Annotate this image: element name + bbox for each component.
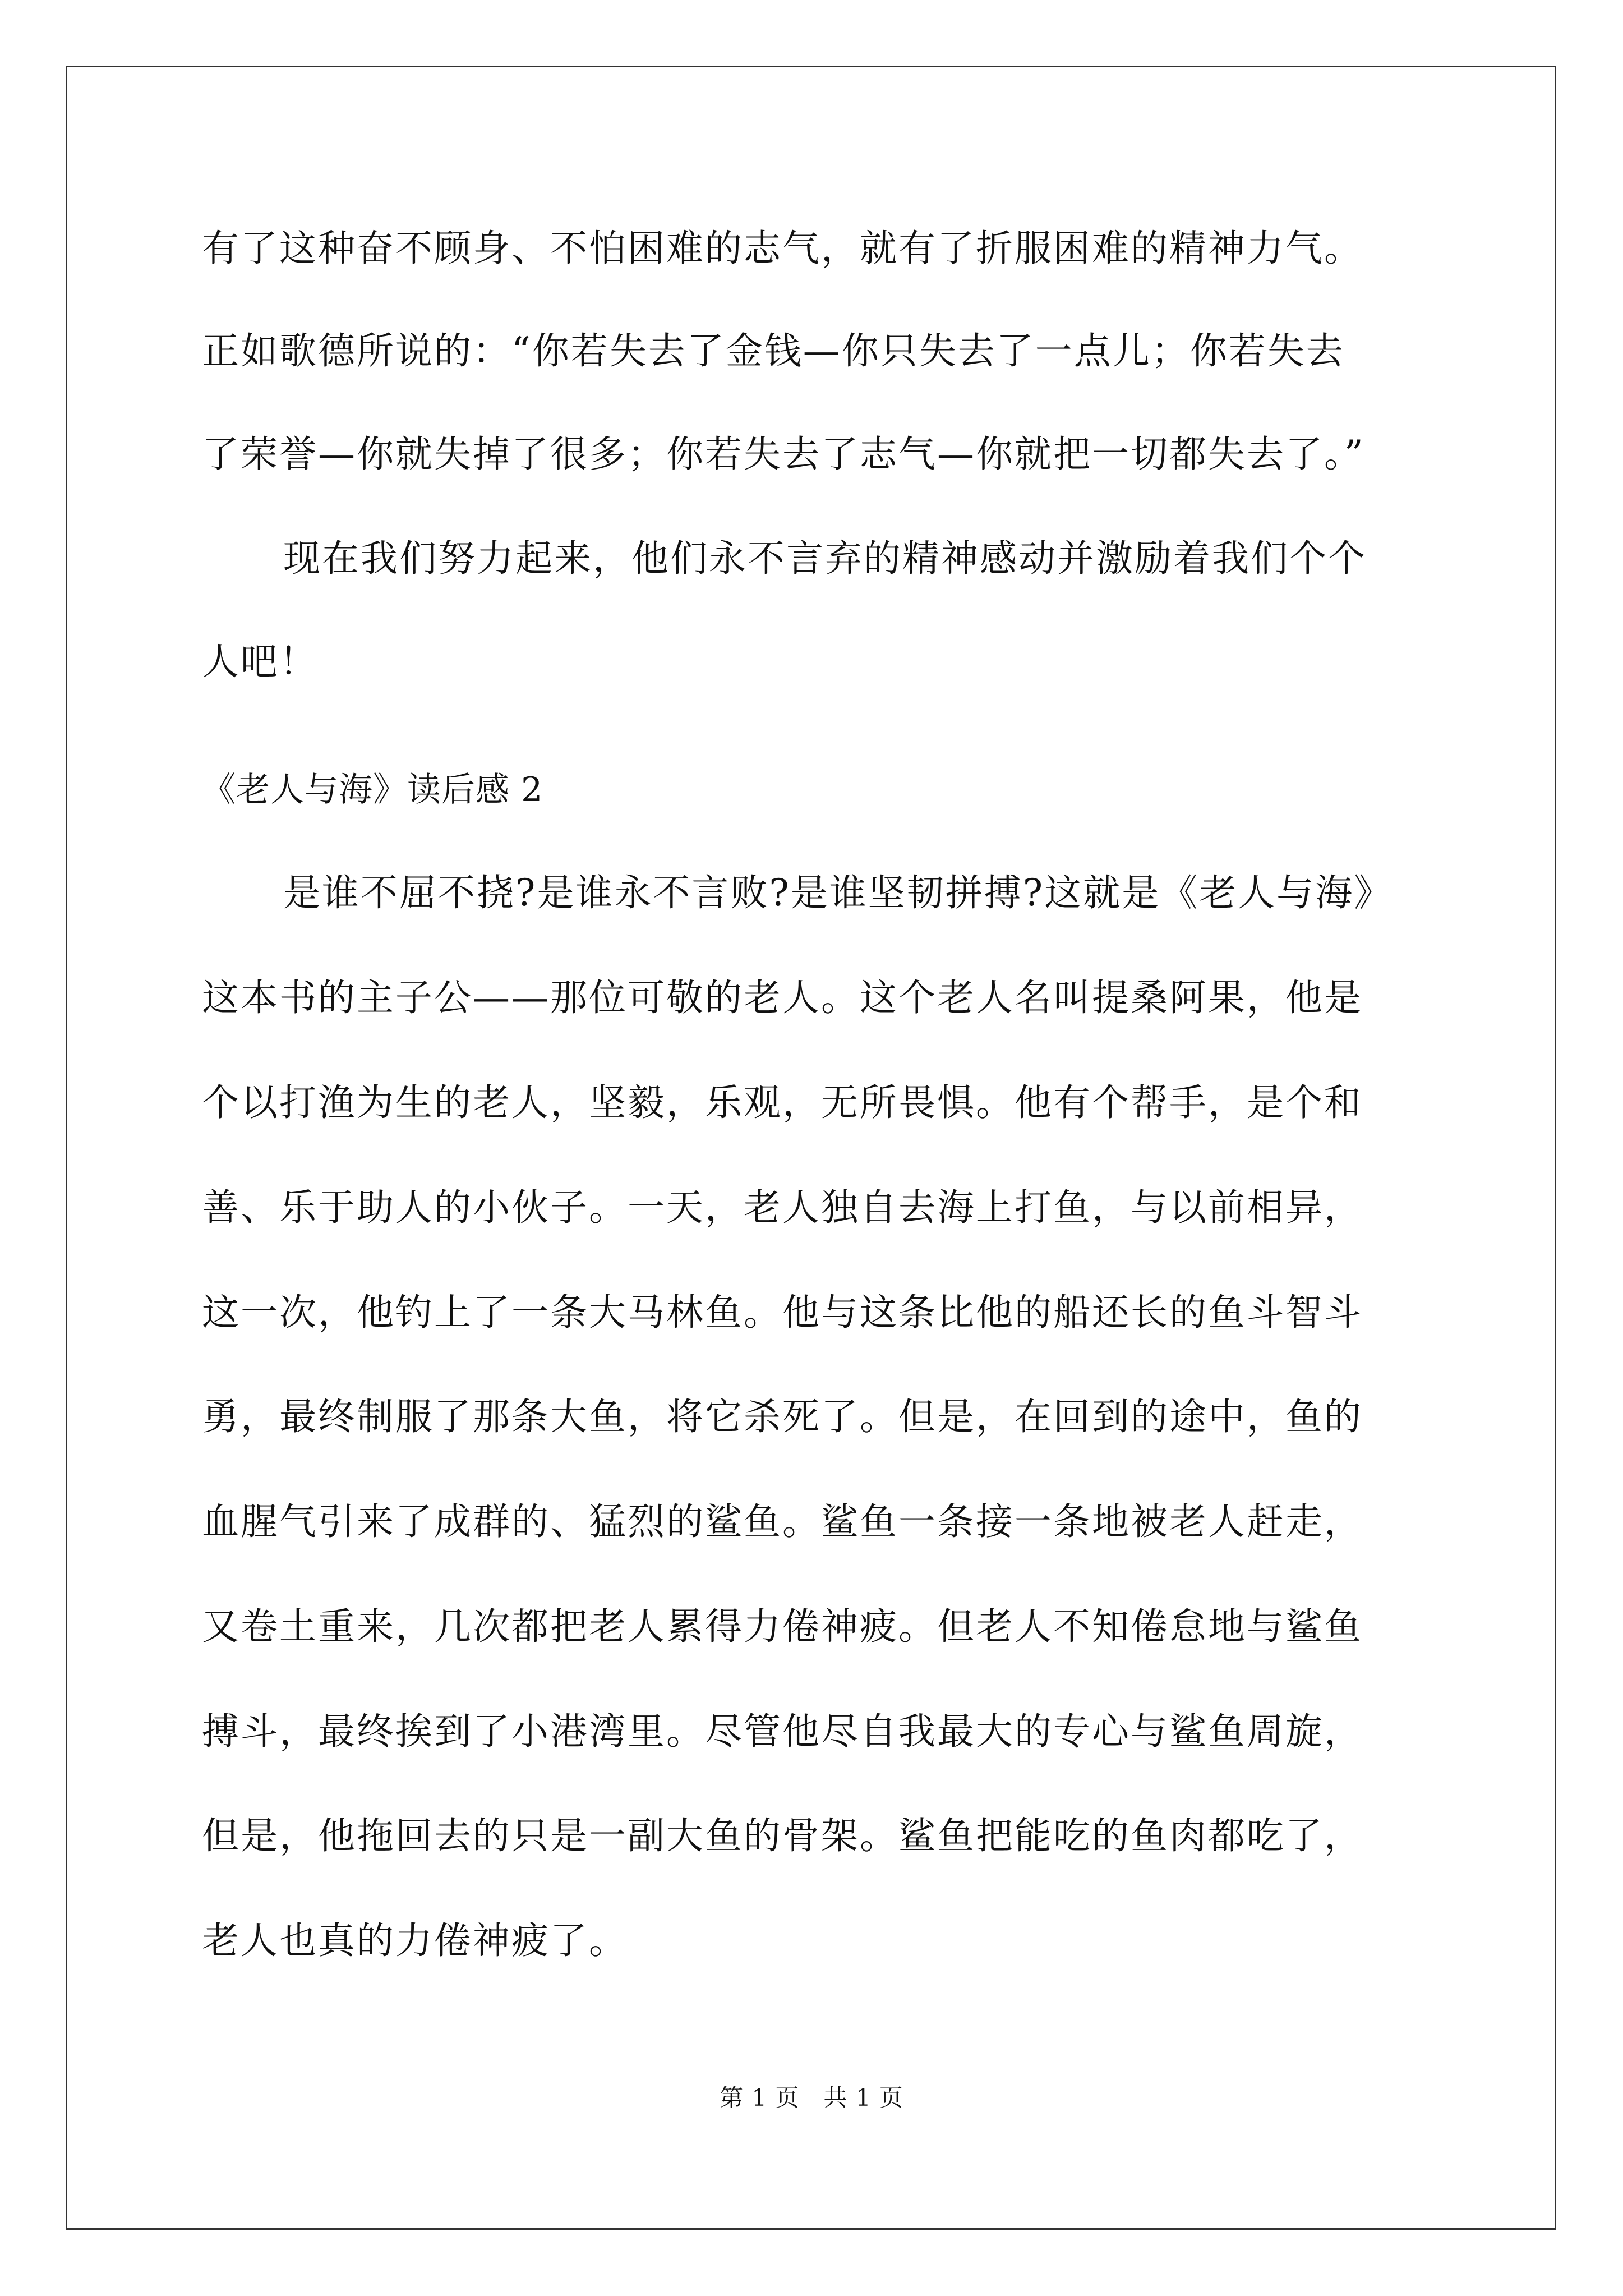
text-line: 这本书的主子公——那位可敬的老人。这个老人名叫提桑阿果，他是 bbox=[202, 976, 1363, 1019]
text-line: 是谁不屈不挠?是谁永不言败?是谁坚韧拼搏?这就是《老人与海》 bbox=[283, 871, 1393, 914]
text-line: 人吧！ bbox=[202, 640, 318, 683]
text-line: 个以打渔为生的老人，坚毅，乐观，无所畏惧。他有个帮手，是个和 bbox=[202, 1081, 1363, 1124]
text-line: 勇，最终制服了那条大鱼，将它杀死了。但是，在回到的途中，鱼的 bbox=[202, 1395, 1363, 1438]
text-line: 善、乐于助人的小伙子。一天，老人独自去海上打鱼，与以前相异， bbox=[202, 1186, 1363, 1229]
page-footer: 第 1 页 共 1 页 bbox=[720, 2084, 903, 2111]
text-line: 了荣誉—你就失掉了很多；你若失去了志气—你就把一切都失去了。” bbox=[202, 432, 1365, 476]
text-line: 有了这种奋不顾身、不怕困难的志气，就有了折服困难的精神力气。 bbox=[202, 227, 1363, 270]
page-border bbox=[66, 66, 1556, 2230]
text-line: 血腥气引来了成群的、猛烈的鲨鱼。鲨鱼一条接一条地被老人赶走， bbox=[202, 1500, 1363, 1543]
text-line: 但是，他拖回去的只是一副大鱼的骨架。鲨鱼把能吃的鱼肉都吃了， bbox=[202, 1814, 1363, 1857]
text-line: 现在我们努力起来，他们永不言弃的精神感动并激励着我们个个 bbox=[283, 537, 1367, 580]
text-line: 老人也真的力倦神疲了。 bbox=[202, 1919, 628, 1962]
text-line: 搏斗，最终挨到了小港湾里。尽管他尽自我最大的专心与鲨鱼周旋， bbox=[202, 1710, 1363, 1753]
section-heading: 《老人与海》读后感 2 bbox=[202, 770, 543, 809]
text-line: 又卷土重来，几次都把老人累得力倦神疲。但老人不知倦怠地与鲨鱼 bbox=[202, 1605, 1363, 1648]
text-line: 正如歌德所说的：“你若失去了金钱—你只失去了一点儿；你若失去 bbox=[202, 329, 1345, 372]
text-line: 这一次，他钓上了一条大马林鱼。他与这条比他的船还长的鱼斗智斗 bbox=[202, 1291, 1363, 1334]
